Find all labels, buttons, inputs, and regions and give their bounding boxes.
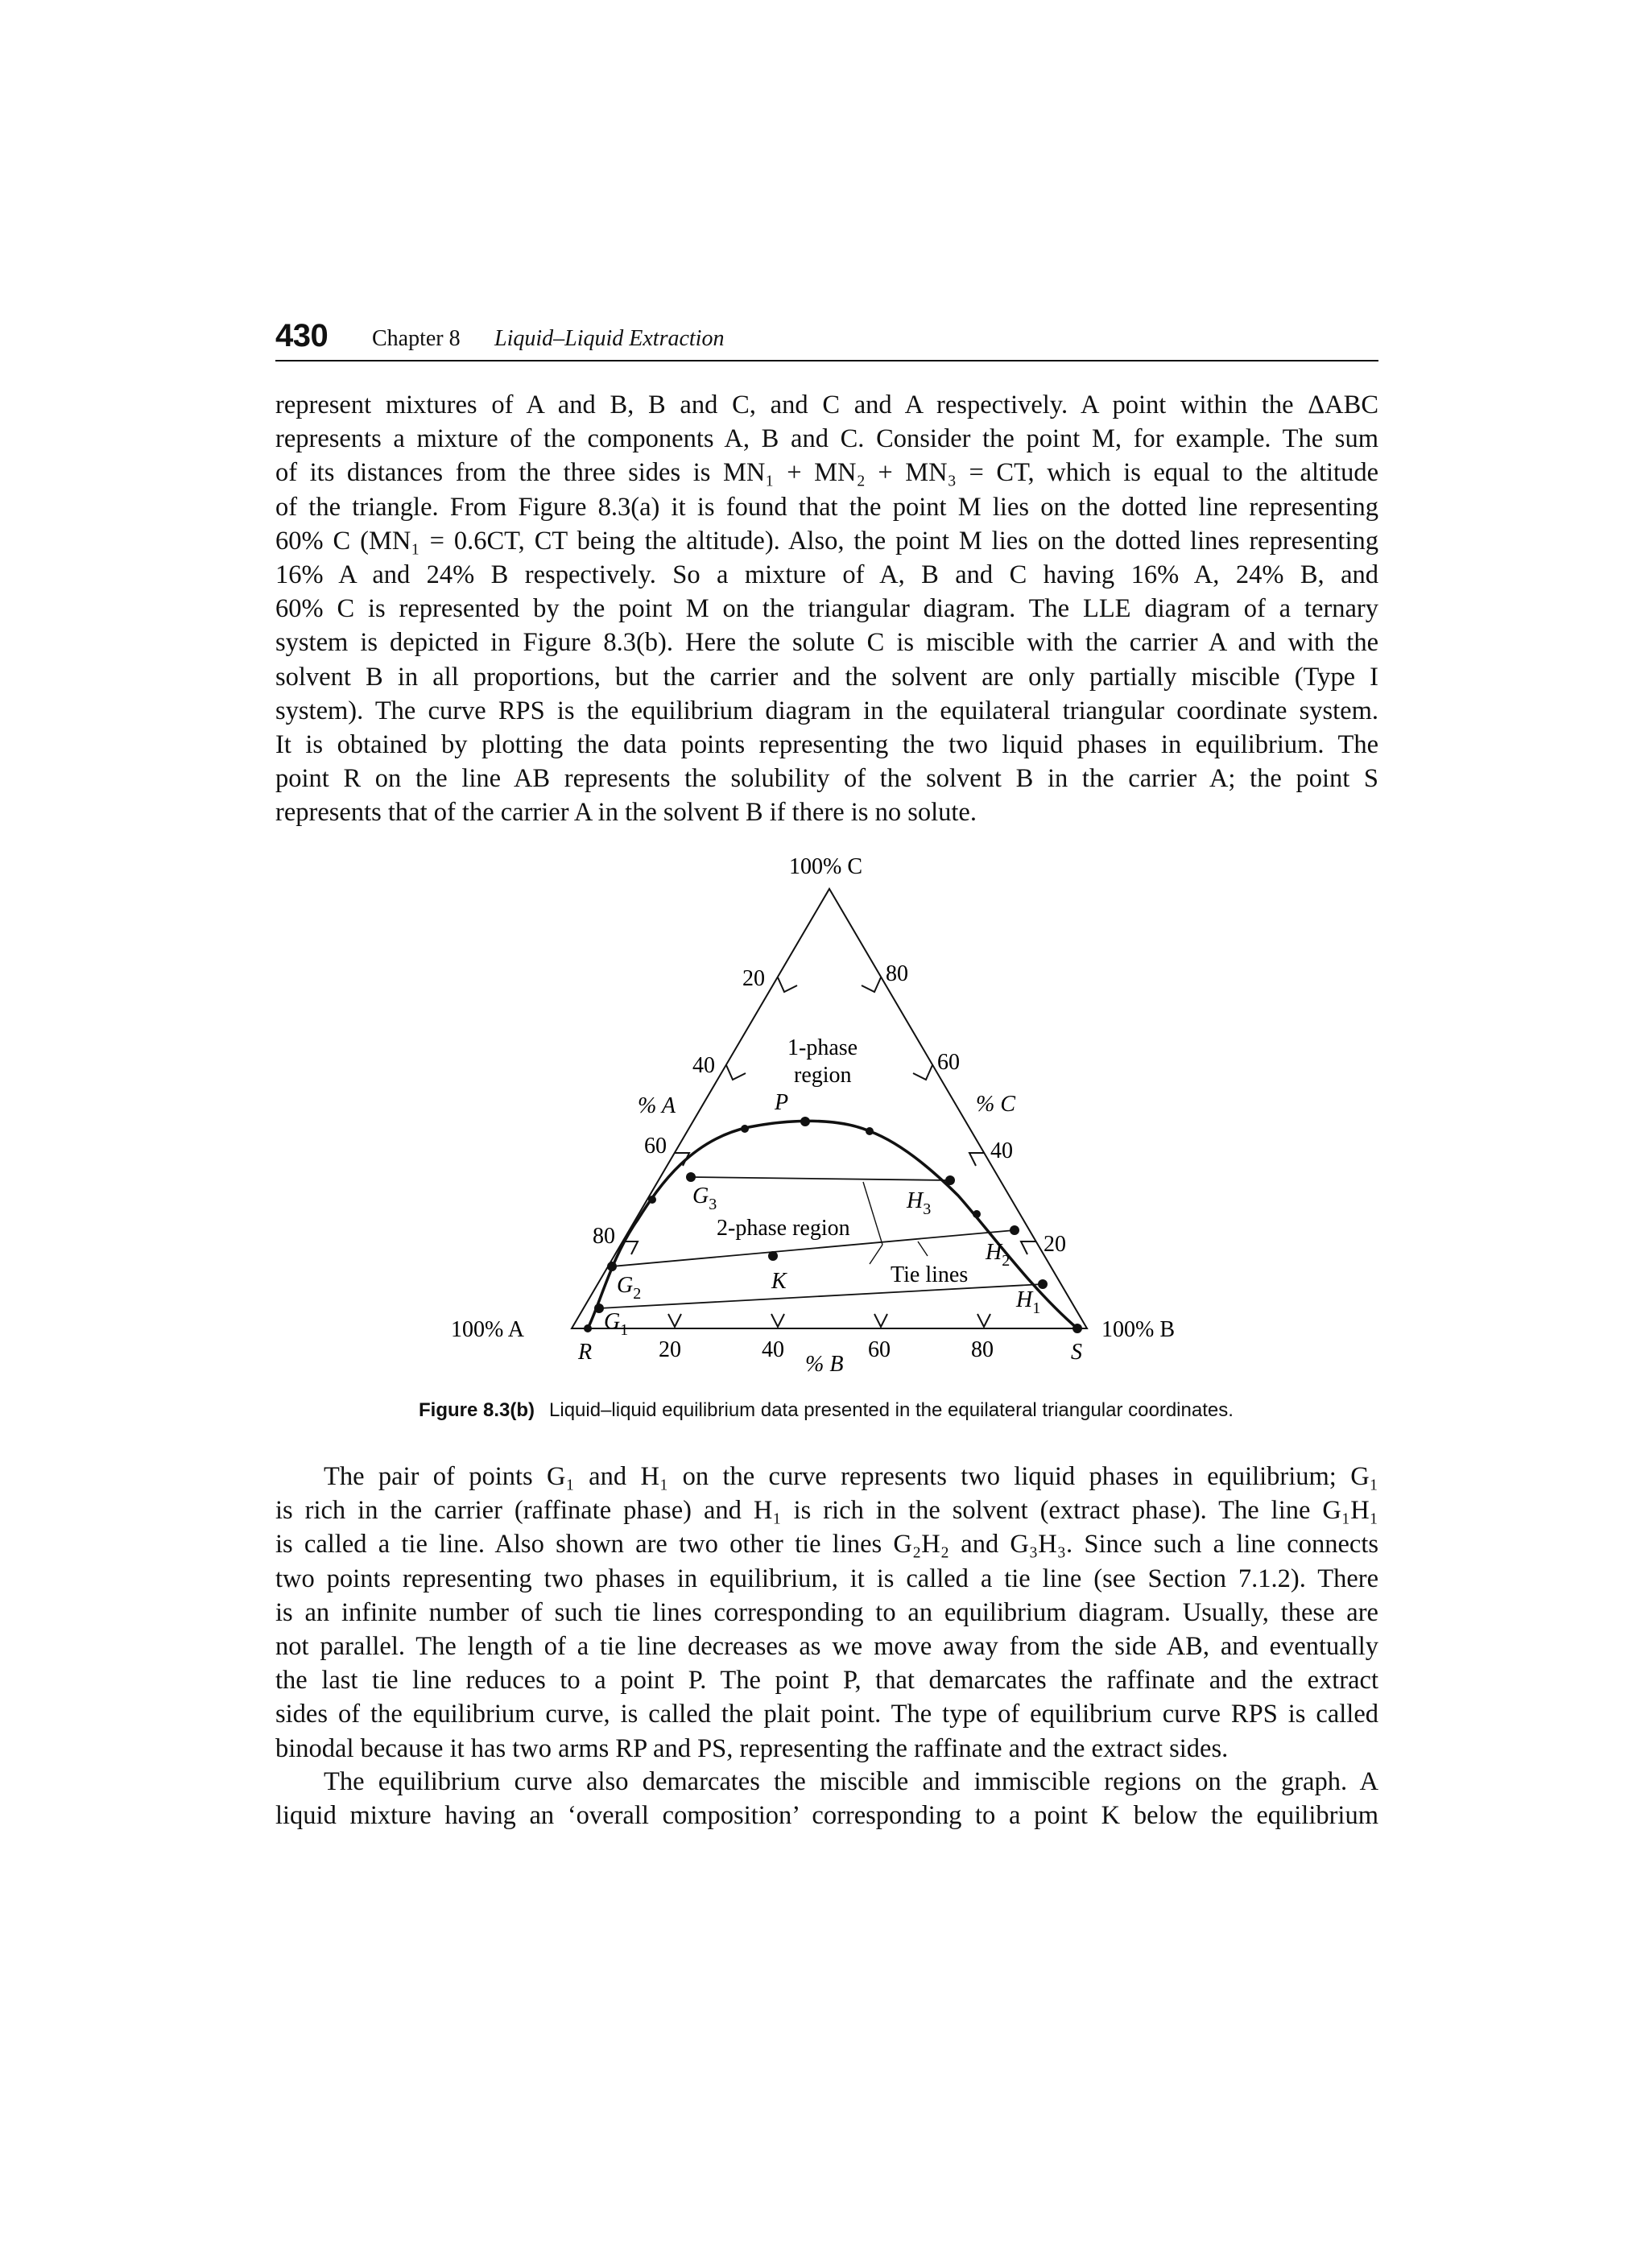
text-line: represent mixtures of A and B, B and C, and C and A respectively. A point within the ΔABC bbox=[275, 390, 1378, 419]
tie-line-g3h3 bbox=[691, 1177, 950, 1180]
text-line: The pair of points G₁ and H₁ on the curve represents two liquid phases in equilibrium; G₁ bbox=[324, 1462, 1378, 1491]
tie-lines-pointer bbox=[870, 1245, 882, 1264]
axis-c-label: % C bbox=[976, 1092, 1015, 1117]
point-curve bbox=[866, 1127, 874, 1135]
point-h2-label: $H_2$ bbox=[986, 1240, 1010, 1270]
text-line: 60% C is represented by the point M on the triangular diagram. The LLE diagram of a ternary bbox=[275, 594, 1378, 624]
text-line: of the triangle. From Figure 8.3(a) it is found that the point M lies on the dotted line representing bbox=[275, 492, 1378, 522]
point-G1 bbox=[594, 1303, 604, 1313]
text-line: two points representing two phases in equilibrium, it is called a tie line (see Section 7.1.2). There bbox=[275, 1564, 1378, 1593]
text-line: of its distances from the three sides is MN₁ + MN₂ + MN₃ = CT, which is equal to the altitude bbox=[275, 458, 1378, 488]
text-line: point R on the line AB represents the solubility of the solvent B in the carrier A; the point S bbox=[275, 764, 1378, 794]
point-r-label: R bbox=[578, 1340, 593, 1365]
tick-label-left-60: 60 bbox=[644, 1134, 667, 1159]
text-line: represents a mixture of the components A, B and C. Consider the point M, for example. The sum bbox=[275, 424, 1378, 454]
tick-label-right-80: 80 bbox=[886, 961, 908, 986]
text-line: not parallel. The length of a tie line decreases as we move away from the side AB, and eventually bbox=[275, 1632, 1378, 1662]
text-line: represents that of the carrier A in the solvent B if there is no solute. bbox=[275, 798, 977, 828]
paragraph-tie-lines bbox=[275, 1460, 1378, 1766]
text-line: the last tie line reduces to a point P. The point P, that demarcates the raffinate and the extract bbox=[275, 1666, 1378, 1696]
tick-label-bottom-40: 40 bbox=[762, 1337, 784, 1362]
point-K bbox=[768, 1251, 778, 1261]
point-curve bbox=[741, 1125, 749, 1133]
two-phase-label: 2-phase region bbox=[717, 1216, 850, 1241]
paragraph-intro bbox=[275, 388, 1378, 830]
point-k-label: K bbox=[771, 1269, 787, 1294]
tick-label-left-20: 20 bbox=[742, 966, 765, 991]
text-line: system is depicted in Figure 8.3(b). Here the solute C is miscible with the carrier A and with the bbox=[275, 628, 1378, 658]
tick-label-right-40: 40 bbox=[990, 1138, 1013, 1163]
point-curve bbox=[973, 1210, 981, 1218]
vertex-a-label: 100% A bbox=[451, 1317, 524, 1342]
point-P bbox=[800, 1117, 810, 1126]
vertex-b-label: 100% B bbox=[1101, 1317, 1175, 1342]
point-H3 bbox=[945, 1175, 955, 1185]
tie-lines-pointer bbox=[863, 1182, 882, 1245]
paragraph-miscible bbox=[275, 1765, 1378, 1832]
tick-label-bottom-80: 80 bbox=[971, 1337, 994, 1362]
one-phase-label: 1-phase bbox=[787, 1035, 858, 1060]
point-g3-label: $G_3$ bbox=[692, 1184, 717, 1213]
point-G2 bbox=[607, 1262, 617, 1271]
vertex-c-label: 100% C bbox=[789, 854, 862, 879]
text-line: system). The curve RPS is the equilibrium diagram in the equilateral triangular coordinate system. bbox=[275, 696, 1378, 725]
figure-caption-text: Liquid–liquid equilibrium data presented in the equilateral triangular coordinates. bbox=[549, 1399, 1234, 1421]
tick-marks bbox=[623, 977, 1035, 1327]
text-line: The equilibrium curve also demarcates the miscible and immiscible regions on the graph. A bbox=[324, 1767, 1378, 1796]
tick-label-bottom-60: 60 bbox=[868, 1337, 891, 1362]
point-p-label: P bbox=[775, 1090, 789, 1115]
tick-label-right-20: 20 bbox=[1044, 1232, 1066, 1257]
axis-a-label: % A bbox=[638, 1093, 676, 1118]
text-line: sides of the equilibrium curve, is called the plait point. The type of equilibrium curve RPS is called bbox=[275, 1700, 1378, 1729]
text-line: It is obtained by plotting the data points representing the two liquid phases in equilibrium. The bbox=[275, 730, 1378, 760]
chapter-title: Liquid–Liquid Extraction bbox=[494, 326, 725, 351]
text-line: is called a tie line. Also shown are two other tie lines G₂H₂ and G₃H₃. Since such a line connects bbox=[275, 1530, 1378, 1560]
ternary-diagram bbox=[451, 853, 1256, 1385]
point-h1-label: $H_1$ bbox=[1016, 1287, 1041, 1317]
tick-label-left-40: 40 bbox=[692, 1053, 715, 1078]
point-g1-label: $G_1$ bbox=[604, 1309, 629, 1339]
text-line: solvent B in all proportions, but the carrier and the solvent are only partially miscible (Type I bbox=[275, 662, 1378, 692]
point-R bbox=[584, 1324, 592, 1332]
tick-label-left-80: 80 bbox=[593, 1224, 615, 1249]
tick-label-bottom-20: 20 bbox=[659, 1337, 681, 1362]
figure-number: Figure 8.3(b) bbox=[419, 1399, 535, 1421]
point-g2-label: $G_2$ bbox=[617, 1273, 642, 1303]
one-phase-label-2: region bbox=[794, 1063, 852, 1088]
text-line: 60% C (MN₁ = 0.6CT, CT being the altitude). Also, the point M lies on the dotted lines representing bbox=[275, 526, 1378, 556]
text-line: binodal because it has two arms RP and PS, representing the raffinate and the extract sides. bbox=[275, 1733, 1229, 1763]
tick-label-right-60: 60 bbox=[937, 1050, 960, 1075]
tie-lines-label: Tie lines bbox=[891, 1262, 969, 1287]
running-header bbox=[275, 316, 1378, 361]
axis-b-label: % B bbox=[805, 1352, 844, 1377]
point-G3 bbox=[686, 1172, 696, 1182]
figure-caption bbox=[419, 1399, 1234, 1422]
page-number: 430 bbox=[275, 318, 329, 353]
text-line: is rich in the carrier (raffinate phase) and H₁ is rich in the solvent (extract phase). The line G₁H₁ bbox=[275, 1496, 1378, 1526]
point-H1 bbox=[1038, 1279, 1048, 1289]
text-line: 16% A and 24% B respectively. So a mixture of A, B and C having 16% A, 24% B, and bbox=[275, 560, 1378, 590]
point-h3-label: $H_3$ bbox=[907, 1188, 932, 1218]
point-s-label: S bbox=[1071, 1340, 1082, 1365]
point-S bbox=[1072, 1324, 1082, 1333]
tie-line-g1h1 bbox=[599, 1284, 1043, 1308]
tie-lines-pointer bbox=[918, 1241, 928, 1256]
chapter-label: Chapter 8 bbox=[372, 326, 461, 351]
point-curve bbox=[648, 1196, 656, 1204]
ternary-diagram-figure bbox=[451, 853, 1256, 1385]
point-H2 bbox=[1010, 1225, 1019, 1235]
text-line: is an infinite number of such tie lines corresponding to an equilibrium diagram. Usually, these are bbox=[275, 1597, 1378, 1627]
text-line: liquid mixture having an ‘overall composition’ corresponding to a point K below the equilibrium bbox=[275, 1801, 1378, 1831]
